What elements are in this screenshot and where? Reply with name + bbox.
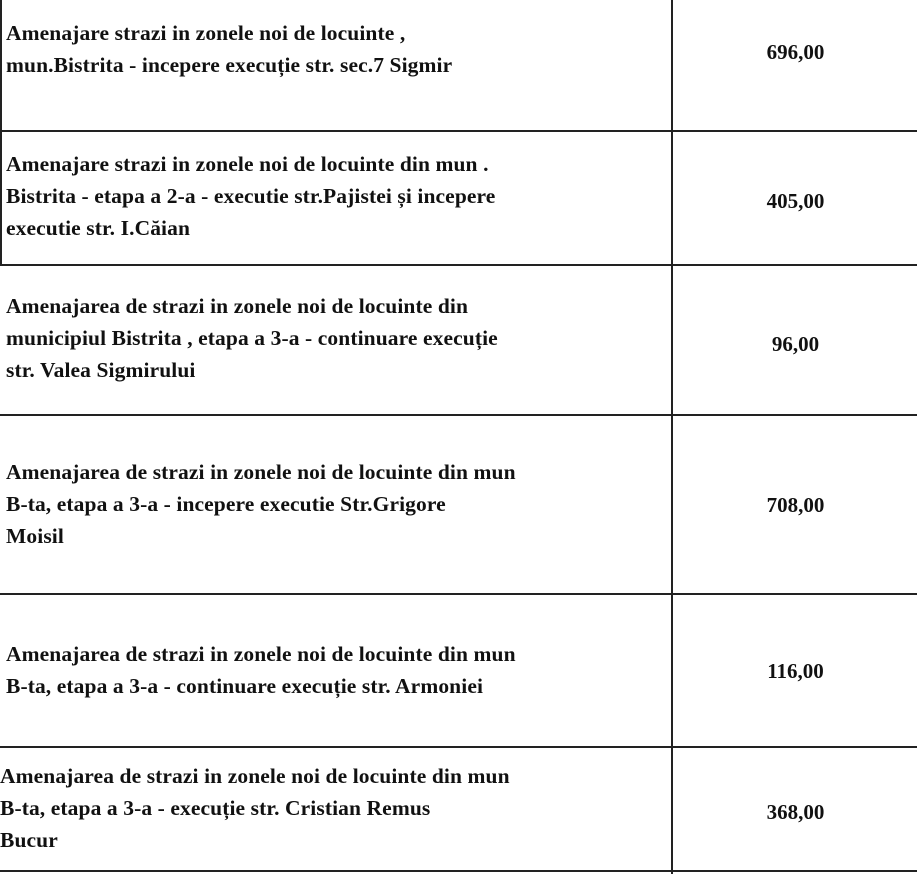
table-row [0, 595, 917, 746]
description-line: municipiul Bistrita , etapa a 3-a - continuare execuție [6, 326, 498, 350]
table-row [0, 0, 917, 130]
description-line: executie str. I.Căian [6, 216, 191, 240]
row-description [6, 17, 666, 81]
description-line: Bistrita - etapa a 2-a - executie str.Pajistei și incepere [6, 184, 496, 208]
description-line: Amenajarea de strazi in zonele noi de locuinte din mun [0, 764, 510, 788]
description-line: Amenajare strazi in zonele noi de locuinte , [6, 21, 406, 45]
description-line: Amenajare strazi in zonele noi de locuinte din mun . [6, 152, 489, 176]
description-line: B-ta, etapa a 3-a - incepere executie Str.Grigore [6, 492, 446, 516]
description-line: Amenajarea de strazi in zonele noi de locuinte din mun [6, 642, 516, 666]
row-description [6, 638, 666, 702]
row-description [0, 760, 660, 856]
description-line: mun.Bistrita - incepere execuție str. sec.7 Sigmir [6, 53, 453, 77]
row-amount: 116,00 [767, 659, 824, 683]
table-row [0, 266, 917, 414]
description-line: str. Valea Sigmirului [6, 358, 196, 382]
table-row [0, 132, 917, 264]
row-description [6, 148, 666, 244]
row-amount: 708,00 [766, 493, 825, 517]
row-description [6, 456, 666, 552]
description-line: Amenajarea de strazi in zonele noi de locuinte din [6, 294, 469, 318]
description-line: B-ta, etapa a 3-a - execuție str. Cristian Remus [0, 796, 431, 820]
table-row [0, 416, 917, 593]
row-description [6, 290, 666, 386]
row-amount: 368,00 [766, 800, 825, 824]
row-divider [0, 870, 917, 872]
description-line: Amenajarea de strazi in zonele noi de locuinte din mun [6, 460, 516, 484]
description-line: Moisil [6, 524, 64, 548]
description-line: B-ta, etapa a 3-a - continuare execuție str. Armoniei [6, 674, 484, 698]
table-row [0, 748, 917, 870]
row-amount: 96,00 [771, 332, 820, 356]
description-line: Bucur [0, 828, 58, 852]
row-amount: 696,00 [766, 40, 825, 64]
row-amount: 405,00 [766, 189, 825, 213]
